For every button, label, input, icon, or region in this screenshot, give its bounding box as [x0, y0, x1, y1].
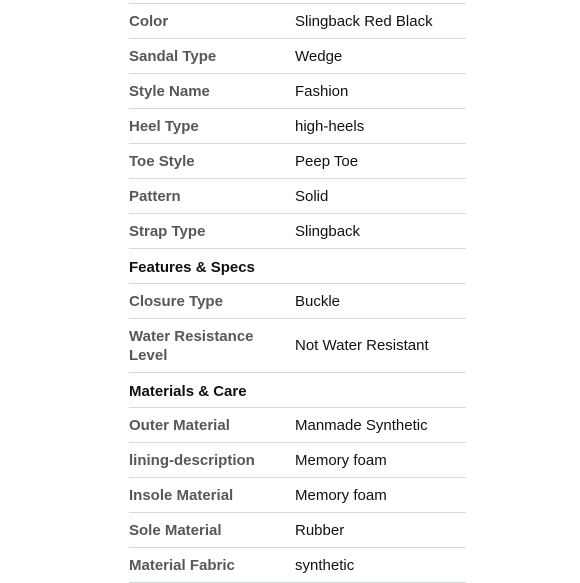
spec-value: Fashion [295, 82, 349, 100]
spec-row-outer-material [129, 408, 466, 443]
spec-label: Toe Style [129, 152, 195, 170]
spec-label: Sandal Type [129, 47, 217, 65]
spec-row-insole-material [129, 478, 466, 513]
spec-value: Memory foam [295, 451, 387, 469]
spec-label: Sole Material [129, 521, 222, 539]
spec-row-pattern [129, 179, 466, 214]
spec-value: Slingback [295, 222, 361, 240]
spec-row-sole-material [129, 513, 466, 548]
spec-row-water-resistance [129, 319, 466, 373]
spec-value: Memory foam [295, 486, 387, 504]
spec-value: Buckle [295, 292, 341, 310]
spec-label: Closure Type [129, 292, 223, 310]
spec-row-color [129, 4, 466, 39]
spec-label: Material Fabric [129, 556, 235, 574]
spec-label: Water Resistance Level [129, 327, 254, 364]
spec-label: Style Name [129, 82, 210, 100]
spec-value: synthetic [295, 556, 355, 574]
section-heading-materials: Materials & Care [129, 373, 466, 408]
spec-label: Heel Type [129, 117, 199, 135]
spec-value: Rubber [295, 521, 345, 539]
spec-value: Manmade Synthetic [295, 416, 428, 434]
spec-row-strap-type [129, 214, 466, 249]
spec-row-closure-type [129, 284, 466, 319]
spec-row-toe-style [129, 144, 466, 179]
spec-value: high-heels [295, 117, 365, 135]
spec-row-lining-description [129, 443, 466, 478]
spec-label: lining-description [129, 451, 255, 469]
section-heading-features: Features & Specs [129, 249, 466, 284]
spec-value: Solid [295, 187, 329, 205]
spec-row-material-fabric [129, 548, 466, 583]
spec-value: Slingback Red Black [295, 12, 433, 30]
spec-label: Strap Type [129, 222, 206, 240]
spec-value: Not Water Resistant [295, 337, 429, 354]
spec-label: Insole Material [129, 486, 234, 504]
spec-row-sandal-type [129, 39, 466, 74]
spec-row-heel-type [129, 109, 466, 144]
spec-value: Peep Toe [295, 152, 359, 170]
product-details-table [129, 3, 466, 583]
spec-label: Color [129, 12, 169, 30]
spec-label: Pattern [129, 187, 181, 205]
spec-row-style-name [129, 74, 466, 109]
spec-label: Outer Material [129, 416, 230, 434]
spec-value: Wedge [295, 47, 343, 65]
